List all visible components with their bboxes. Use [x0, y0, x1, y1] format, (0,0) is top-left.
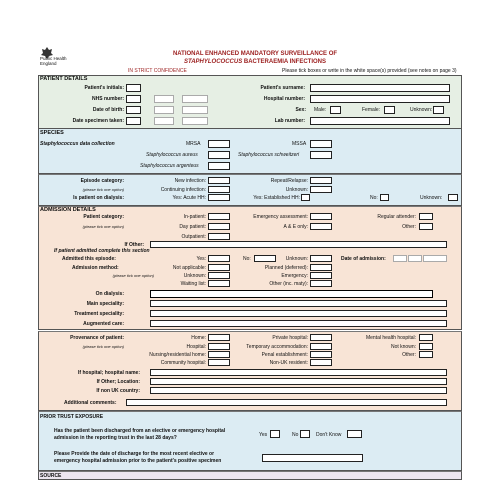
source-section — [38, 471, 462, 480]
planned-checkbox[interactable] — [310, 264, 332, 271]
admitted-yes-checkbox[interactable] — [208, 255, 230, 262]
not-applicable-checkbox[interactable] — [208, 264, 230, 271]
non-uk-label: Non-UK resident: — [269, 360, 308, 366]
home-label: Home: — [191, 335, 206, 341]
emergency-checkbox[interactable] — [310, 272, 332, 279]
method-unknown-checkbox[interactable] — [208, 272, 230, 279]
augmented-care-label: Augmented care: — [83, 321, 124, 327]
patient-heading: PATIENT DETAILS — [40, 76, 88, 82]
specimen-month[interactable] — [154, 117, 174, 125]
org-line1: Public Health — [40, 56, 67, 61]
patient-category-label: Patient category: — [83, 214, 124, 220]
female-checkbox[interactable] — [384, 106, 395, 114]
admitted-unknown-label: Unknown: — [285, 256, 308, 262]
collection-label: Staphylococcus data collection — [40, 141, 115, 147]
specimen-date-label: Date specimen taken: — [72, 118, 124, 124]
provenance-label: Provenance of patient: — [70, 335, 124, 341]
prior-dont-know-label: Don't Know — [316, 432, 342, 438]
yes-acute-label: Yes: Acute HH: — [172, 195, 206, 201]
prior-question-line2: admission in the reporting trust in the last 28 days? — [54, 435, 177, 441]
admitted-no-label: No: — [243, 256, 251, 262]
prior-yes-label: Yes — [259, 432, 268, 438]
phe-logo — [40, 47, 67, 69]
nhs-input-3[interactable] — [182, 95, 208, 103]
episode-unknown-label: Unknown: — [285, 187, 308, 193]
nursing-checkbox[interactable] — [208, 351, 230, 358]
method-tick-one: (please tick one option) — [112, 273, 154, 278]
prior-trust-heading: PRIOR TRUST EXPOSURE — [40, 414, 104, 420]
day-patient-checkbox[interactable] — [208, 223, 230, 230]
initials-input[interactable] — [126, 84, 141, 92]
admitted-unknown-checkbox[interactable] — [310, 255, 332, 262]
admitted-yes-label: Yes: — [196, 256, 206, 262]
sex-label: Sex: — [295, 107, 306, 113]
dob-year[interactable] — [182, 106, 208, 114]
dialysis-label: Is patient on dialysis: — [73, 195, 124, 201]
species-heading: SPECIES — [40, 130, 64, 136]
provenance-other-checkbox[interactable] — [419, 351, 433, 358]
community-checkbox[interactable] — [208, 359, 230, 366]
planned-label: Planned (deferred): — [264, 265, 308, 271]
tick-instruction: Please tick boxes or write in the white space(s) provided (see notes on page 3) — [282, 68, 457, 74]
private-label: Private hospital: — [272, 335, 308, 341]
hospital-checkbox[interactable] — [208, 343, 230, 350]
mental-checkbox[interactable] — [419, 334, 433, 341]
ae-only-checkbox[interactable] — [310, 223, 332, 230]
schweitzeri-label: Staphylococcus schweitzeri — [238, 152, 300, 158]
prior-yes-checkbox[interactable] — [270, 430, 280, 438]
nhs-input-2[interactable] — [154, 95, 174, 103]
continuing-label: Continuing infection: — [160, 187, 206, 193]
regular-attender-checkbox[interactable] — [419, 213, 433, 220]
outpatient-label: Outpatient: — [181, 234, 206, 240]
nhs-input-1[interactable] — [126, 95, 141, 103]
emergency-label: Emergency: — [281, 273, 308, 279]
emergency-assessment-label: Emergency assessment: — [253, 214, 308, 220]
male-label: Male: — [314, 107, 327, 113]
ae-only-label: A & E only: — [283, 224, 308, 230]
hospital-number-label: Hospital number: — [263, 96, 305, 102]
dob-month[interactable] — [154, 106, 174, 114]
waiting-list-checkbox[interactable] — [208, 280, 230, 287]
waiting-list-label: Waiting list: — [180, 281, 206, 287]
discharge-date-input[interactable] — [262, 454, 363, 462]
outpatient-checkbox[interactable] — [208, 233, 230, 240]
private-checkbox[interactable] — [310, 334, 332, 341]
repeat-label: Repeat/Relapse: — [270, 178, 308, 184]
not-known-label: Not known: — [390, 344, 416, 350]
admission-method-label: Admission method: — [72, 265, 119, 271]
if-other-input[interactable] — [150, 241, 447, 248]
in-patient-label: In-patient: — [183, 214, 206, 220]
additional-comments-input[interactable] — [126, 399, 447, 406]
form-title-line2: STAPHYLOCOCCUS BACTERAEMIA INFECTIONS — [183, 59, 327, 65]
admission-heading: ADMISSION DETAILS — [40, 207, 96, 213]
discharge-question-line2: emergency hospital admission prior to the patient's positive specimen — [54, 458, 222, 464]
prior-dont-know-checkbox[interactable] — [347, 430, 362, 438]
confidence-note: IN STRICT CONFIDENCE — [128, 68, 187, 74]
female-label: Female: — [362, 107, 381, 113]
dob-label: Date of birth: — [92, 107, 124, 113]
new-infection-label: New infection: — [174, 178, 206, 184]
mental-label: Mental health hospital: — [365, 335, 416, 341]
in-patient-checkbox[interactable] — [208, 213, 230, 220]
other-maty-label: Other (inc. maty): — [269, 281, 308, 287]
discharge-question-line1: Please Provide the date of discharge for the most recent elective or — [54, 451, 215, 457]
penal-label: Penal establishment: — [261, 352, 308, 358]
specimen-year[interactable] — [182, 117, 208, 125]
sex-unknown-label: Unknown: — [410, 107, 433, 113]
repeat-checkbox[interactable] — [310, 177, 332, 184]
new-infection-checkbox[interactable] — [208, 177, 230, 184]
argenteus-label: Staphylococcus argenteus — [140, 163, 199, 169]
mssa-checkbox[interactable] — [310, 140, 332, 148]
dob-day[interactable] — [126, 106, 141, 114]
yes-established-checkbox[interactable] — [301, 194, 310, 201]
regular-attender-label: Regular attender: — [377, 214, 416, 220]
lab-number-input[interactable] — [310, 117, 450, 125]
hospital-label: Hospital: — [186, 344, 206, 350]
temporary-label: Temporary accommodation: — [246, 344, 308, 350]
yes-acute-checkbox[interactable] — [208, 194, 230, 201]
provenance-other-label: Other: — [402, 352, 416, 358]
form-title-line1: NATIONAL ENHANCED MANDATORY SURVEILLANCE OF — [172, 51, 338, 57]
episode-category-label: Episode category: — [80, 178, 124, 184]
source-heading: SOURCE — [40, 473, 62, 479]
admission-year[interactable] — [423, 255, 447, 262]
if-other-label: If Other: — [124, 242, 144, 248]
treatment-speciality-input[interactable] — [150, 310, 447, 317]
additional-comments-label: Additional comments: — [64, 400, 117, 406]
schweitzeri-checkbox[interactable] — [310, 151, 332, 159]
date-admission-label: Date of admission: — [341, 256, 386, 262]
surname-label: Patient's surname: — [260, 85, 305, 91]
hospital-name-label: If hospital; hospital name: — [78, 370, 140, 376]
hospital-number-input[interactable] — [310, 95, 450, 103]
episode-tick-one: (please tick one option) — [82, 187, 124, 192]
admission-other-label: Other: — [402, 224, 416, 230]
dialysis-unknown-checkbox[interactable] — [448, 194, 458, 201]
nhs-label: NHS number: — [92, 96, 124, 102]
aureus-checkbox[interactable] — [208, 151, 230, 159]
dialysis-no-checkbox[interactable] — [380, 194, 389, 201]
augmented-care-input[interactable] — [150, 320, 447, 327]
mrsa-checkbox[interactable] — [208, 140, 230, 148]
hospital-name-input[interactable] — [150, 369, 447, 376]
male-checkbox[interactable] — [330, 106, 341, 114]
admission-month[interactable] — [408, 255, 422, 262]
surname-input[interactable] — [310, 84, 450, 92]
admission-tick-one: (please tick one option) — [82, 224, 124, 229]
if-admitted-note: If patient admitted complete this section — [54, 248, 150, 254]
org-line2: England — [40, 61, 57, 66]
provenance-tick-one: (please tick one option) — [82, 344, 124, 349]
episode-unknown-checkbox[interactable] — [310, 186, 332, 193]
other-maty-checkbox[interactable] — [310, 280, 332, 287]
other-location-input[interactable] — [150, 378, 447, 385]
lab-number-label: Lab number: — [274, 118, 305, 124]
non-uk-checkbox[interactable] — [310, 359, 332, 366]
aureus-label: Staphylococcus aureus — [146, 152, 198, 158]
non-uk-country-label: If non UK country: — [96, 388, 140, 394]
on-dialysis-input[interactable] — [150, 290, 433, 298]
sex-unknown-checkbox[interactable] — [433, 106, 444, 114]
main-speciality-label: Main speciality: — [86, 301, 124, 307]
dialysis-unknown-label: Unknown: — [420, 195, 443, 201]
specimen-day[interactable] — [126, 117, 141, 125]
home-checkbox[interactable] — [208, 334, 230, 341]
mssa-label: MSSA — [292, 141, 307, 147]
method-unknown-label: Unknown: — [183, 273, 206, 279]
nursing-label: Nursing/residential home: — [149, 352, 206, 358]
emergency-assessment-checkbox[interactable] — [310, 213, 332, 220]
admitted-episode-label: Admitted this episode: — [62, 256, 116, 262]
prior-no-checkbox[interactable] — [300, 430, 310, 438]
non-uk-country-input[interactable] — [150, 387, 447, 394]
treatment-speciality-label: Treatment speciality: — [74, 311, 124, 317]
temporary-checkbox[interactable] — [310, 343, 332, 350]
mrsa-label: MRSA — [186, 141, 201, 147]
other-location-label: If Other; Location: — [96, 379, 140, 385]
prior-no-label: No — [292, 432, 299, 438]
penal-checkbox[interactable] — [310, 351, 332, 358]
continuing-checkbox[interactable] — [208, 186, 230, 193]
admission-other-checkbox[interactable] — [419, 223, 433, 230]
yes-established-label: Yes: Established HH: — [253, 195, 300, 201]
community-label: Community hospital: — [160, 360, 206, 366]
prior-question-line1: Has the patient been discharged from an elective or emergency hospital — [54, 428, 226, 434]
not-known-checkbox[interactable] — [419, 343, 433, 350]
argenteus-checkbox[interactable] — [208, 162, 230, 170]
initials-label: Patient's initials: — [84, 85, 124, 91]
admission-day[interactable] — [393, 255, 407, 262]
dialysis-no-label: No: — [370, 195, 378, 201]
main-speciality-input[interactable] — [150, 300, 447, 307]
not-applicable-label: Not applicable: — [172, 265, 206, 271]
day-patient-label: Day patient: — [179, 224, 206, 230]
on-dialysis-label: On dialysis: — [95, 291, 124, 297]
